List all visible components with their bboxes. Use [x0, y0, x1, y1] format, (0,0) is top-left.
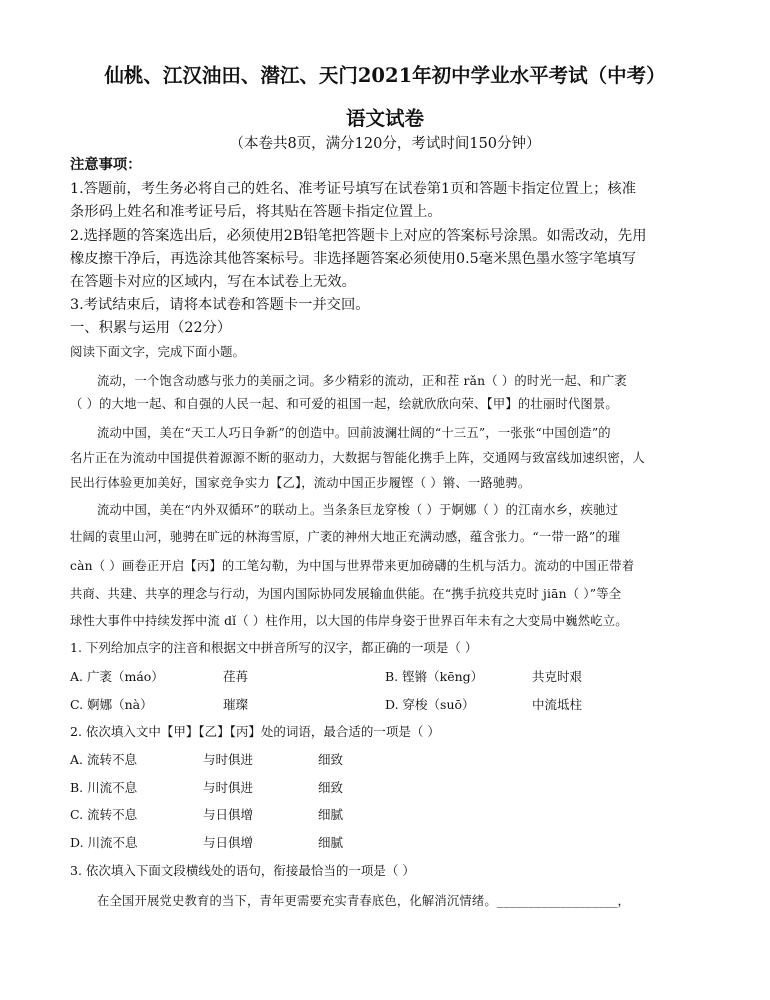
notes-line: 3.考试结束后，请将本试卷和答题卡一并交回。: [70, 297, 370, 313]
q2-option-a-second: 与时俱进: [203, 752, 254, 767]
question-2-stem: 2. 依次填入文中【甲】【乙】【丙】处的词语，最合适的一项是（ ）: [70, 724, 440, 739]
question-1-stem: 1. 下列给加点字的注音和根据文中拼音所写的汉字，都正确的一项是（ ）: [70, 640, 478, 655]
q2-option-b-second: 与时俱进: [203, 780, 254, 795]
passage-line: 名片正在为流动中国提供着源源不断的驱动力，大数据与智能化携手上阵，交通网与致富线加速织密，人: [70, 451, 645, 465]
q1-option-c-word: 璀璨: [223, 697, 249, 712]
passage-line: 流动中国，美在“内外双循环”的联动上。当条条巨龙穿梭（ ）于婀娜（ ）的江南水乡，疾驰过: [97, 503, 619, 517]
notes-line: 橡皮擦干净后，再选涂其他答案标号。非选择题答案必须使用0.5毫米黑色墨水签字笔填写: [70, 251, 637, 267]
passage-line: （ ）的大地一起、和自强的人民一起、和可爱的祖国一起，绘就欣欣向荣、【甲】的壮丽时代图景。: [70, 397, 618, 411]
q2-option-b-third: 细致: [318, 780, 344, 795]
notes-line: 条形码上姓名和准考证号后，将其贴在答题卡指定位置上。: [70, 204, 442, 220]
notes-line: 2.选择题的答案选出后，必须使用2B铅笔把答题卡上对应的答案标号涂黑。如需改动，先用: [70, 228, 647, 244]
notes-line: 1.答题前，考生务必将自己的姓名、准考证号填写在试卷第1页和答题卡指定位置上；核准: [70, 181, 637, 197]
q1-option-d-word: 中流坻柱: [532, 697, 583, 712]
notes-line: 在答题卡对应的区域内，写在本试卷上无效。: [70, 274, 356, 290]
q1-option-d: D. 穿梭（suō）: [385, 697, 475, 712]
passage-line: 共商、共建、共享的理念与行动，为国内国际协同发展输血供能。在“携手抗疫共克时 jiān（ ）”等全: [70, 587, 622, 601]
exam-title: 仙桃、江汉油田、潜江、天门2021年初中学业水平考试（中考）: [104, 64, 666, 87]
notes-heading: 注意事项：: [70, 157, 142, 173]
q2-option-c-third: 细腻: [318, 807, 344, 822]
section-heading: 一、积累与运用（22分）: [70, 320, 232, 336]
q2-option-d-third: 细腻: [318, 835, 344, 850]
q2-option-d: D. 川流不息: [70, 835, 138, 850]
q1-option-a: A. 广袤（máo）: [70, 669, 164, 684]
q2-option-c-second: 与日俱增: [203, 807, 254, 822]
passage-line: 民出行体验更加美好，国家竞争实力【乙】，流动中国正步履铿（ ）锵、一路驰骋。: [70, 476, 531, 490]
q2-option-a-third: 细致: [318, 752, 344, 767]
passage-line: 流动中国，美在“天工人巧日争新”的创造中。回前波澜壮阔的“十三五”，一张张“中国创造”的: [97, 426, 611, 440]
q2-option-a: A. 流转不息: [70, 752, 137, 767]
paper-subtitle: （本卷共8页，满分120分，考试时间150分钟）: [229, 136, 541, 152]
passage-line: 流动，一个饱含动感与张力的美丽之词。多少精彩的流动，正和茬 rǎn（ ）的时光一起、和广袤: [97, 374, 627, 388]
reading-instruction: 阅读下面文字，完成下面小题。: [70, 344, 246, 359]
passage-line: 壮阔的袁里山河，驰骋在旷远的林海雪原，广袤的神州大地正充满动感，蕴含张力。“一带一路”的璀: [70, 530, 621, 544]
q1-option-a-word: 荏苒: [223, 669, 249, 684]
q1-option-b: B. 铿锵（kēng）: [385, 669, 484, 684]
question-3-text: 在全国开展党史教育的当下，青年更需要充实青春底色，化解消沉情绪。___________________，: [97, 894, 631, 908]
question-3-stem: 3. 依次填入下面文段横线处的语句，衔接最恰当的一项是（ ）: [70, 863, 415, 878]
passage-line: 球性大事件中持续发挥中流 dǐ（ ）柱作用，以大国的伟岸身姿于世界百年未有之大变局中巍然屹立。: [70, 614, 628, 628]
q1-option-b-word: 共克时艰: [532, 669, 583, 684]
q2-option-c: C. 流转不息: [70, 807, 138, 822]
paper-title: 语文试卷: [345, 107, 424, 130]
q2-option-d-second: 与日俱增: [203, 835, 254, 850]
passage-line: càn（ ）画卷正开启【丙】的工笔勾勒，为中国与世界带来更加磅礴的生机与活力。流动的中国正带着: [70, 559, 635, 573]
q1-option-c: C. 婀娜（nà）: [70, 697, 153, 712]
q2-option-b: B. 川流不息: [70, 780, 138, 795]
